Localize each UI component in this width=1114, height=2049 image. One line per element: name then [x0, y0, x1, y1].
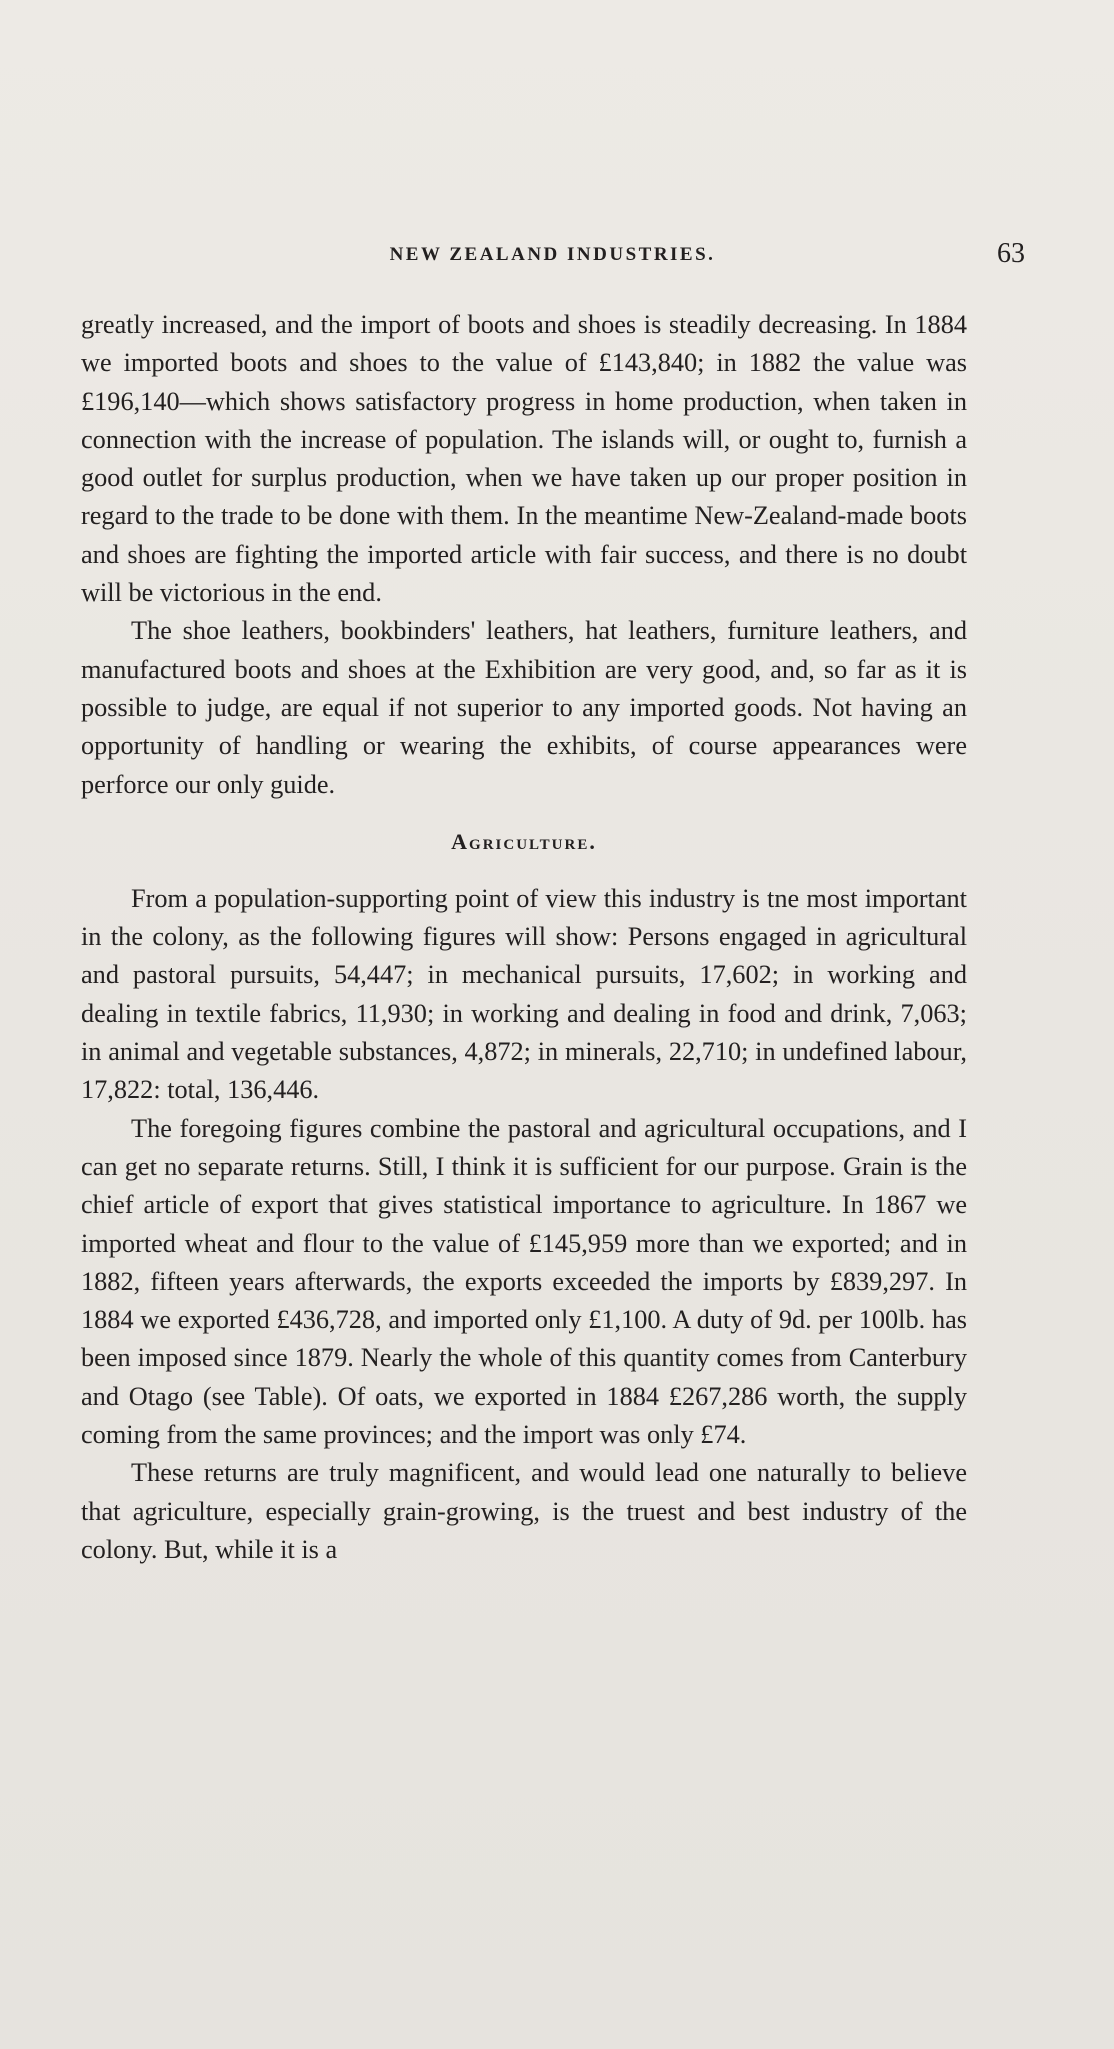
paragraph: The foregoing figures combine the pastoral and agricultural occupations, and I can get no separate returns. Still, I think it is sufficient for our purpose. Grain is the chief article of export that gives statistical importance to agriculture. In 1867 we imported wheat and flour to the value of £145,959 more than we exported; and in 1882, fifteen years afterwards, the exports exceeded the imports by £839,297. In 1884 we exported £436,728, and imported only £1,100. A duty of 9d. per 100lb. has been imposed since 1879. Nearly the whole of this quantity comes from Canterbury and Otago (see Table). Of oats, we exported in 1884 £267,286 worth, the supply coming from the same provinces; and the import was only £74.	[81, 1113, 967, 1450]
section-heading: Agriculture.	[451, 828, 597, 854]
running-title: NEW ZEALAND INDUSTRIES.	[389, 244, 716, 265]
page-number: 63	[997, 238, 1025, 269]
text-block	[81, 306, 967, 1569]
paragraph: The shoe leathers, bookbinders' leathers, hat leathers, furniture leathers, and manufactured boots and shoes at the Exhibition are very good, and, so far as it is possible to judge, are equal if not superior to any imported goods. Not having an opportunity of handling or wearing the exhibits, of course appearances were perforce our only guide.	[81, 616, 967, 799]
paragraph: These returns are truly magnificent, and would lead one naturally to believe that agriculture, especially grain-growing, is the truest and best industry of the colony. But, while it is a	[81, 1458, 967, 1564]
paragraph: From a population-supporting point of view this industry is tne most important in the colony, as the following figures will show: Persons engaged in agricultural and pastoral pursuits, 54,447; in mechanical pursuits, 17,602; in working and dealing in textile fabrics, 11,930; in working and dealing in food and drink, 7,063; in animal and vegetable substances, 4,872; in minerals, 22,710; in undefined labour, 17,822: total, 136,446.	[81, 883, 967, 1105]
running-head	[80, 238, 1025, 278]
paragraph: greatly increased, and the import of boots and shoes is steadily decreasing. In 1884 we imported boots and shoes to the value of £143,840; in 1882 the value was £196,140—which shows satisfactory progress in home production, when taken in connection with the increase of population. The islands will, or ought to, furnish a good outlet for surplus production, when we have taken up our proper position in regard to the trade to be done with them. In the meantime New-Zealand-made boots and shoes are fighting the imported article with fair success, and there is no doubt will be victorious in the end.	[81, 310, 967, 608]
